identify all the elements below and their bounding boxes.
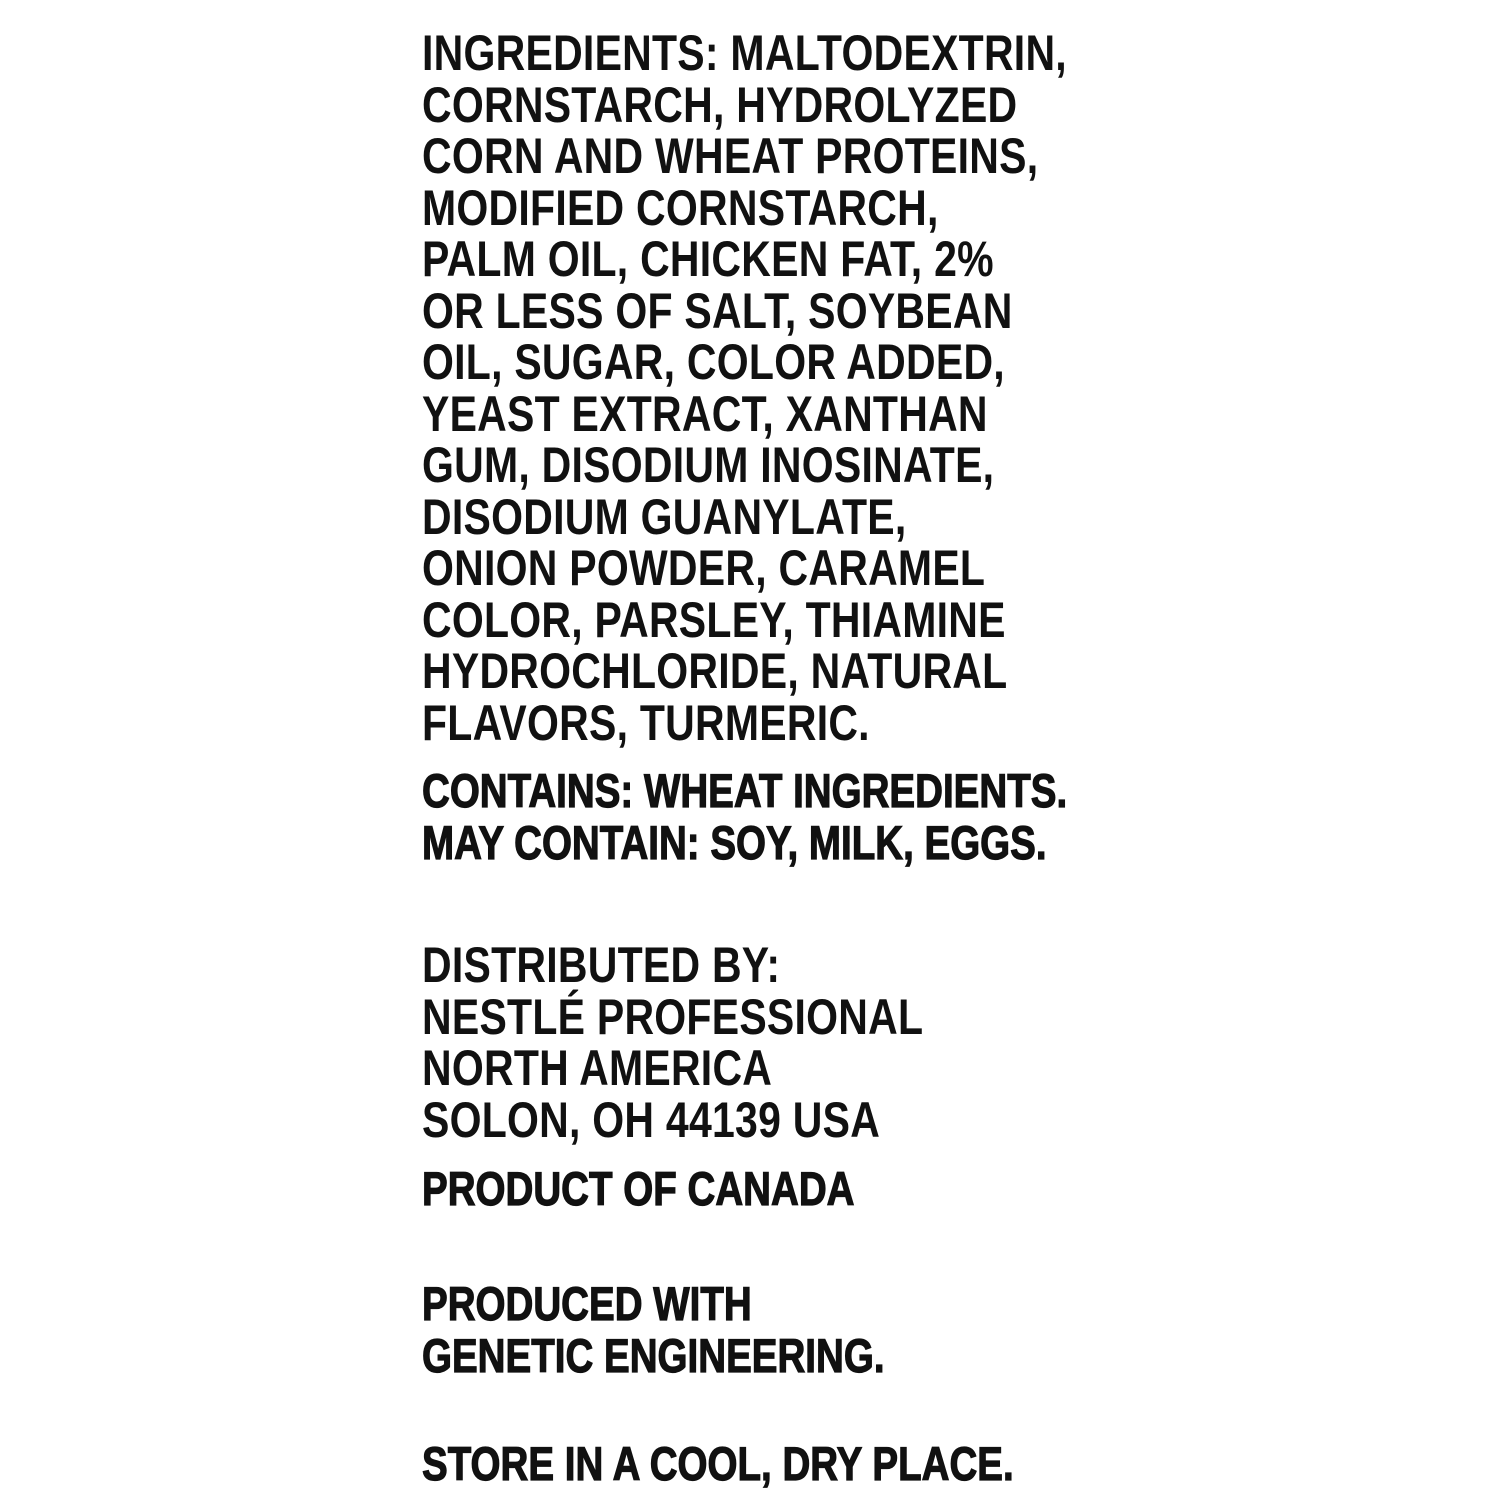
distributor-line: DISTRIBUTED BY: — [422, 937, 781, 993]
distributor-line: NESTLÉ PROFESSIONAL — [422, 988, 924, 1045]
ingredients-line: GUM, DISODIUM INOSINATE, — [422, 437, 995, 493]
ingredients-line: MODIFIED CORNSTARCH, — [422, 179, 939, 236]
ingredients-line: CORN AND WHEAT PROTEINS, — [422, 128, 1039, 184]
ingredients-line: INGREDIENTS: MALTODEXTRIN, — [422, 25, 1067, 81]
allergen-statement — [422, 765, 1209, 869]
country-of-origin — [422, 1163, 949, 1215]
ingredients-line: CORNSTARCH, HYDROLYZED — [422, 76, 1018, 133]
ingredients-line: FLAVORS, TURMERIC. — [422, 694, 870, 751]
ingredients-line: OIL, SUGAR, COLOR ADDED, — [422, 334, 1005, 390]
may-contain-statement: MAY CONTAIN: SOY, MILK, EGGS. — [422, 816, 1047, 869]
distributor-line: NORTH AMERICA — [422, 1040, 773, 1096]
ingredients-line: COLOR, PARSLEY, THIAMINE — [422, 591, 1006, 648]
ingredients-line: HYDROCHLORIDE, NATURAL — [422, 643, 1008, 699]
distributor-info — [422, 937, 1033, 1148]
ingredients-statement — [422, 25, 1209, 751]
storage-statement: STORE IN A COOL, DRY PLACE. — [422, 1437, 1014, 1490]
contains-statement: CONTAINS: WHEAT INGREDIENTS. — [422, 764, 1068, 817]
storage-instructions — [422, 1438, 1144, 1490]
ge-line: PRODUCED WITH — [422, 1277, 752, 1330]
ingredients-line: PALM OIL, CHICKEN FAT, 2% — [422, 231, 994, 287]
genetic-engineering-disclosure — [422, 1278, 986, 1382]
origin-statement: PRODUCT OF CANADA — [422, 1162, 855, 1215]
ingredients-line: YEAST EXTRACT, XANTHAN — [422, 385, 988, 442]
ingredients-line: DISODIUM GUANYLATE, — [422, 488, 907, 545]
ingredients-line: ONION POWDER, CARAMEL — [422, 540, 986, 596]
ingredients-line: OR LESS OF SALT, SOYBEAN — [422, 282, 1013, 339]
distributor-line: SOLON, OH 44139 USA — [422, 1091, 881, 1148]
ge-line: GENETIC ENGINEERING. — [422, 1329, 885, 1382]
